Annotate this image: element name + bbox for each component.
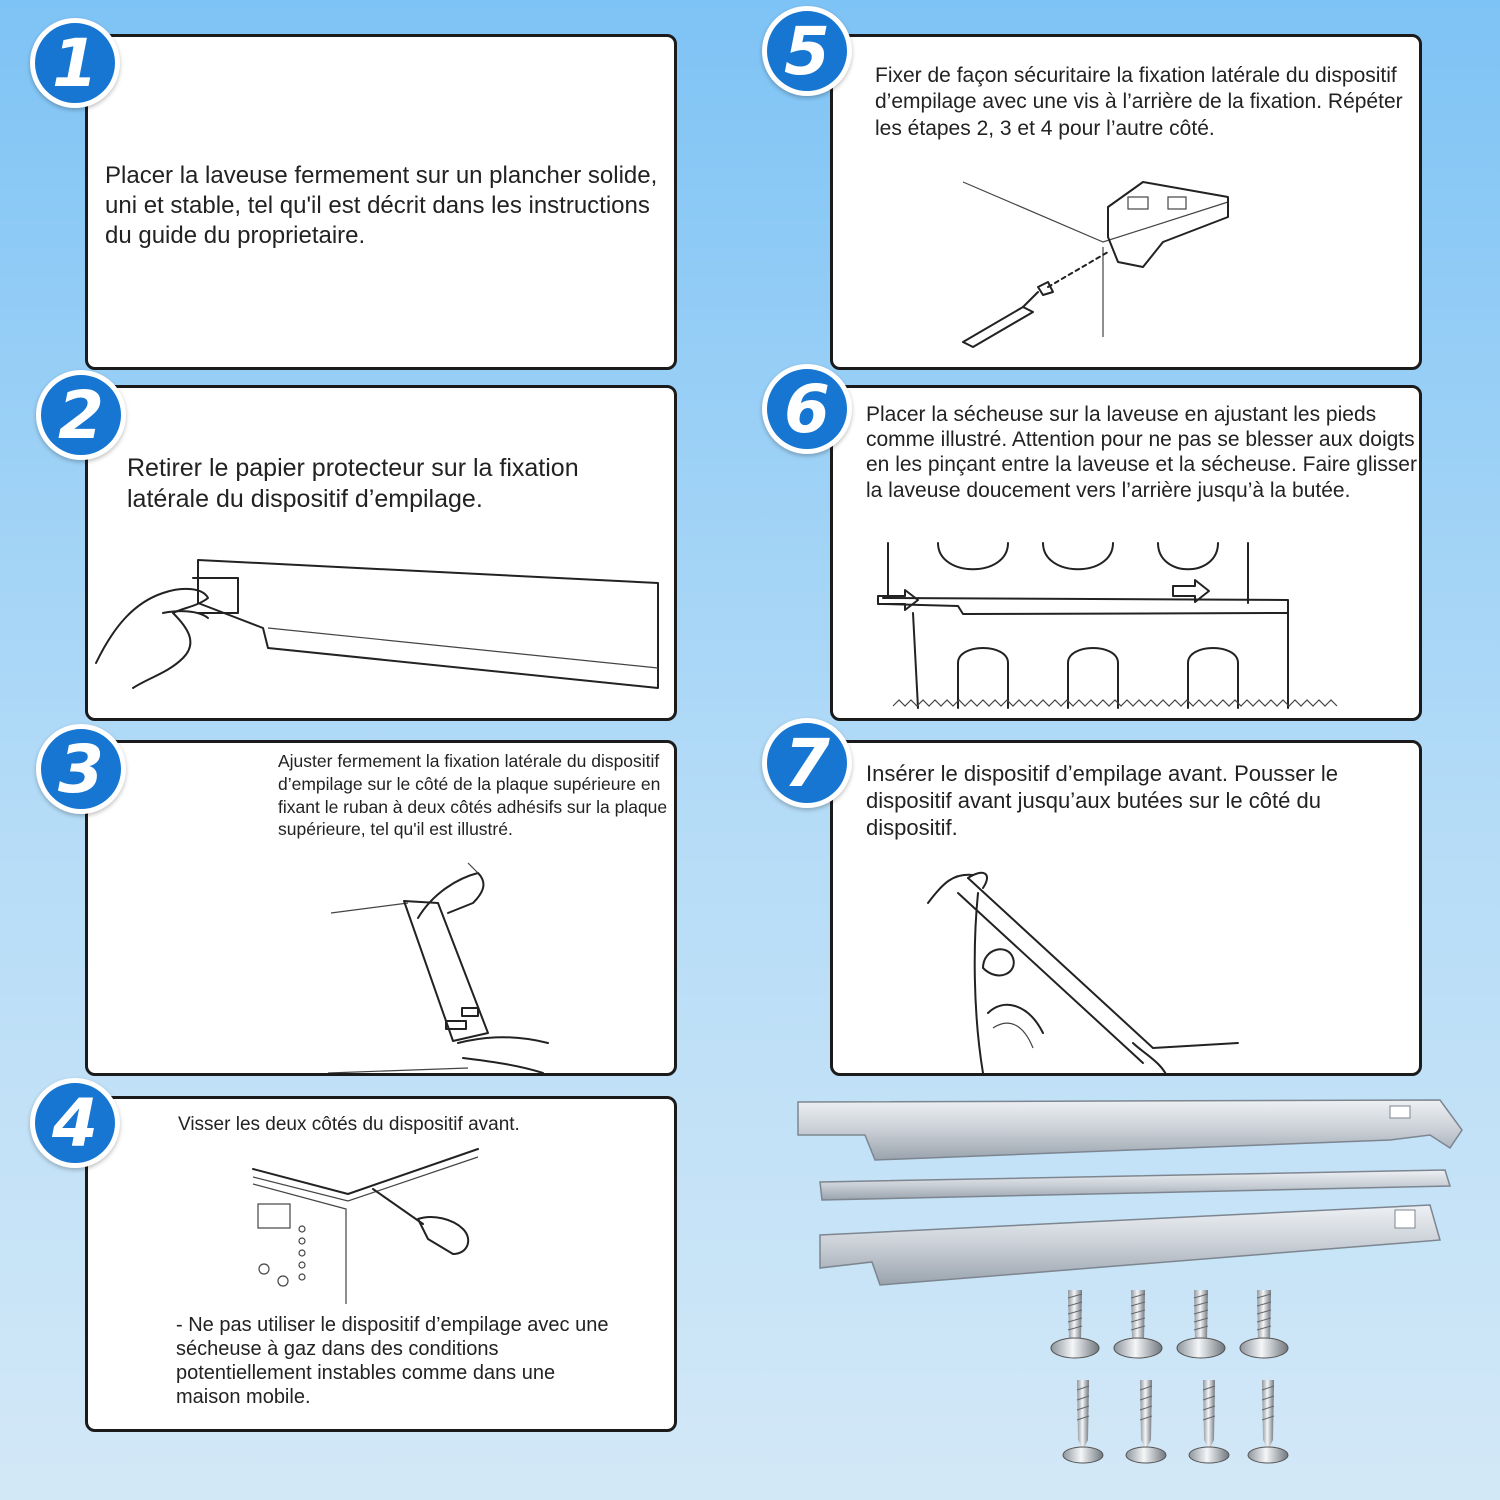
side-bracket-bottom [820,1205,1440,1285]
step-4-badge: 4 [30,1078,120,1168]
step-7-card [830,740,1422,1076]
step-7-text: Insérer le dispositif d’empilage avant. Pousser le dispositif avant jusqu’aux butées sur le côté du dispositif. [866,761,1339,840]
step-5-text: Fixer de façon sécuritaire la fixation latérale du dispositif d’empilage avec une vis à l’arrière de la fixation. Répéter les étapes 2, 3 et 4 pour l’autre côté. [875,64,1403,140]
step-1-card [85,34,677,370]
side-bracket-top [798,1100,1462,1160]
step-7-badge: 7 [762,718,852,808]
step-6-badge: 6 [762,364,852,454]
step-1-text: Placer la laveuse fermement sur un plancher solide, uni et stable, tel qu'il est décrit dans les instructions du guide du proprietaire. [105,162,658,249]
step-2-badge: 2 [36,370,126,460]
step-3-card [85,740,677,1076]
step-6-text: Placer la sécheuse sur la laveuse en ajustant les pieds comme illustré. Attention pour ne pas se blesser aux doigts en les pinçant entre la laveuse et la sécheuse. Faire glisser la laveuse doucement vers l’arrière jusqu’à la butée. [866,403,1417,502]
step-3-badge: 3 [36,724,126,814]
self-drilling-screws [1063,1380,1288,1463]
adhesive-bracket-illustration [88,743,677,1076]
front-rail [820,1170,1450,1200]
step-5-card [830,34,1422,370]
step-3-text: Ajuster fermement la fixation latérale du dispositif d’empilage sur le côté de la plaque supérieure en fixant le ruban à deux côtés adhésifs sur la plaque supérieure, tel qu'il est illustré. [278,751,668,840]
front-stacking-illustration [833,743,1422,1076]
step-5-badge: 5 [762,6,852,96]
wood-screws [1051,1290,1288,1358]
step-1-badge: 1 [30,18,120,108]
step-2-text: Retirer le papier protecteur sur la fixation latérale du dispositif d’empilage. [127,454,579,514]
rear-screw-illustration [833,37,1422,370]
step-2-card [85,385,677,721]
peel-paper-illustration [88,388,677,721]
step-4-card [85,1096,677,1432]
stacking-kit-parts [790,1090,1470,1500]
step-4-text: Visser les deux côtés du dispositif avant. [178,1114,520,1135]
step-6-card [830,385,1422,721]
step-4-warning-note: - Ne pas utiliser le dispositif d’empilage avec une sécheuse à gaz dans des conditions potentiellement instables comme dans une maison mobile. [176,1314,609,1408]
place-dryer-illustration [833,388,1422,721]
